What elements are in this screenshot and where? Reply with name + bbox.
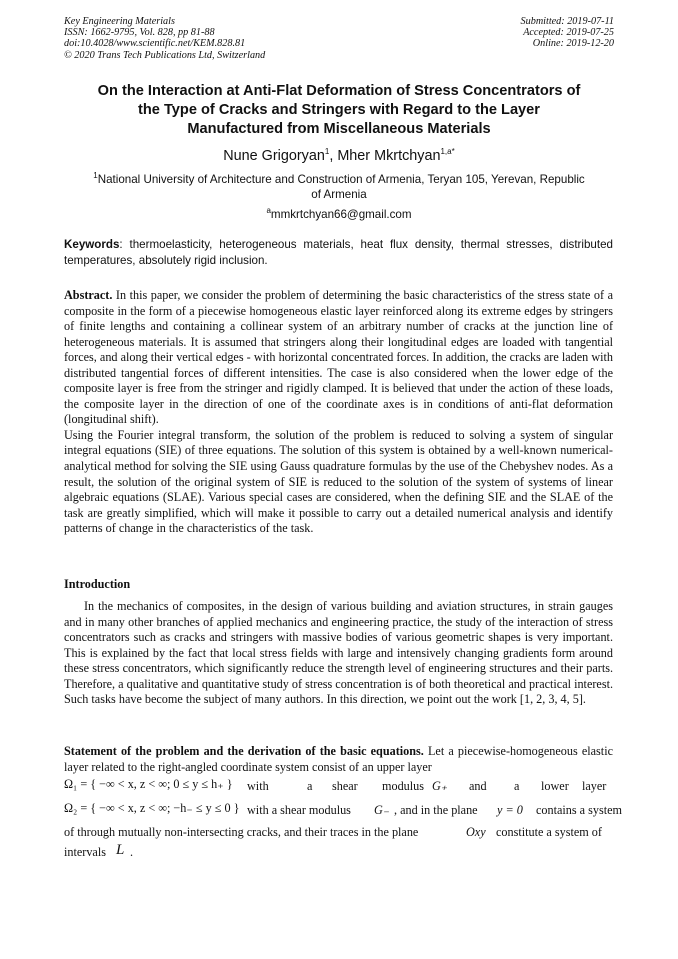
plane-equation: y = 0: [497, 803, 523, 818]
author-affil-mark: 1,a*: [440, 147, 455, 156]
omega1-formula: Ω₁ = { −∞ < x, z < ∞; 0 ≤ y ≤ h₊ }: [64, 777, 233, 792]
statement-text: intervals: [64, 845, 106, 860]
word: shear: [332, 779, 358, 794]
title-line: Manufactured from Miscellaneous Materials: [187, 121, 491, 137]
word: a: [307, 779, 313, 794]
introduction-paragraph: In the mechanics of composites, in the design of various building and aviation structures, in strain gauges and in many other branches of applied mechanics and engineering practice, the study of the interaction of stress concentrators such as cracks and stringers with massive bodies of various geometric shapes is very important. This is explained by the fact that local stress fields with large and intensively changing gradients form around these stress concentrators, which significantly reduce the strength level of engineering structures and their parts. Therefore, a qualitative and quantitative study of stress concentration is of both theoretical and practical interest. Such tasks have become the subject of many authors. In this direction, we point out the work [1, 2, 3, 4, 5].: [64, 599, 613, 707]
abstract-label: Abstract.: [64, 288, 113, 302]
online-date: Online: 2019-12-20: [532, 38, 614, 50]
affil-text: National University of Architecture and Construction of Armenia, Teryan 105, Yerevan, Republic of Armenia: [97, 172, 585, 202]
affil-mark: 1: [93, 171, 98, 180]
word: layer: [582, 779, 607, 794]
title-line: On the Interaction at Anti-Flat Deformation of Stress Concentrators of: [97, 83, 581, 99]
text-line: [64, 843, 613, 863]
journal-name: Key Engineering Materials: [64, 16, 175, 27]
author-affil-mark: 1: [324, 147, 330, 156]
statement-text: contains a system: [536, 803, 622, 818]
paper-title: [60, 82, 618, 139]
affiliation: [90, 168, 588, 203]
omega2-formula: Ω₂ = { −∞ < x, z < ∞; −h₋ ≤ y ≤ 0 }: [64, 801, 240, 816]
journal-info: [64, 16, 265, 61]
statement-text: constitute a system of: [496, 825, 602, 840]
statement-text: , and in the plane: [394, 803, 478, 818]
email: [60, 204, 618, 222]
section-heading: Introduction: [64, 577, 131, 591]
text-line: [64, 823, 613, 843]
title-line: the Type of Cracks and Stringers with Regard to the Layer: [138, 102, 540, 118]
abstract-text: In this paper, we consider the problem of determining the basic characteristics of the stress state of a composite in the form of a piecewise homogeneous elastic layer reinforced along its extreme edges by stringers of finite lengths and containing a collinear system of an arbitrary number of cracks at the junction line of heterogeneous materials. It is assumed that stringers along their longitudinal edges are loaded with tangential forces, and along their vertical edges - with horizontal concentrated forces. In addition, the cracks are laden with distributed tangential forces of different intensities. The case is also considered when the lower edge of the composite layer is free from the stringer and rigidly clamped. It is believed that under the action of these loads, the composite layer in the direction of one of the coordinate axes is in conditions of anti-flat deformation (longitudinal shift).: [64, 288, 613, 427]
abstract-paragraph: [64, 288, 613, 428]
dates-info: [521, 16, 614, 50]
section-heading: Statement of the problem and the derivation of the basic equations.: [64, 744, 424, 758]
word: a: [514, 779, 520, 794]
issn-line: ISSN: 1662-9795, Vol. 828, pp 81-88: [64, 27, 215, 39]
statement-text: Let a piecewise-homogeneous elastic layer related to the right-angled coordinate system consist of an upper layer: [64, 744, 613, 774]
author-name: Mher Mkrtchyan: [337, 147, 441, 164]
accepted-date: Accepted: 2019-07-25: [523, 27, 614, 39]
equation-line: [64, 775, 613, 799]
submitted-date: Submitted: 2019-07-11: [520, 16, 614, 27]
doi-line: doi:10.4028/www.scientific.net/KEM.828.81: [64, 38, 246, 50]
statement-text: of through mutually non-intersecting cracks, and their traces in the plane: [64, 825, 419, 840]
author-separator: ,: [329, 147, 338, 164]
keywords-text: : thermoelasticity, heterogeneous materials, heat flux density, thermal stresses, distributed temperatures, absolutely rigid inclusion.: [64, 238, 613, 267]
statement-text: .: [130, 845, 134, 860]
word: modulus: [382, 779, 424, 794]
statement-section: [64, 744, 622, 863]
email-address[interactable]: mmkrtchyan66@gmail.com: [270, 207, 412, 221]
shear-modulus-upper: G₊: [432, 779, 448, 794]
plane-name: Oxy: [466, 825, 486, 840]
word: with: [247, 779, 269, 794]
word: lower: [541, 779, 569, 794]
abstract-paragraph: Using the Fourier integral transform, the solution of the problem is reduced to solving a system of singular integral equations (SIE) of three equations. The solution of this system is obtained by a well-known numerical-analytical method for solving the SIE using Gauss quadrature formulas by the use of the Chebyshev nodes. As a result, the solution of the original system of SIE is reduced to the solution of the system of systems of linear algebraic equations (SLAE). Various special cases are considered, when the defining SIE and the SLAE of the task are greatly simplified, which will make it possible to carry out a detailed numerical analysis and identify patterns of change in the characteristics of the task.: [64, 427, 613, 536]
author-name: Nune Grigoryan: [223, 147, 325, 164]
keywords: [64, 237, 613, 269]
statement-paragraph: [64, 744, 613, 775]
keywords-label: Keywords: [64, 238, 120, 251]
author-list: [60, 143, 618, 165]
shear-modulus-lower: G₋: [374, 803, 390, 818]
interval-symbol: L: [116, 842, 125, 859]
copyright-line: © 2020 Trans Tech Publications Ltd, Switzerland: [64, 49, 266, 61]
equation-line: [64, 799, 622, 823]
word: and: [469, 779, 487, 794]
email-mark: a: [266, 206, 271, 215]
abstract: [64, 288, 613, 537]
statement-text: with a shear modulus: [247, 803, 351, 818]
